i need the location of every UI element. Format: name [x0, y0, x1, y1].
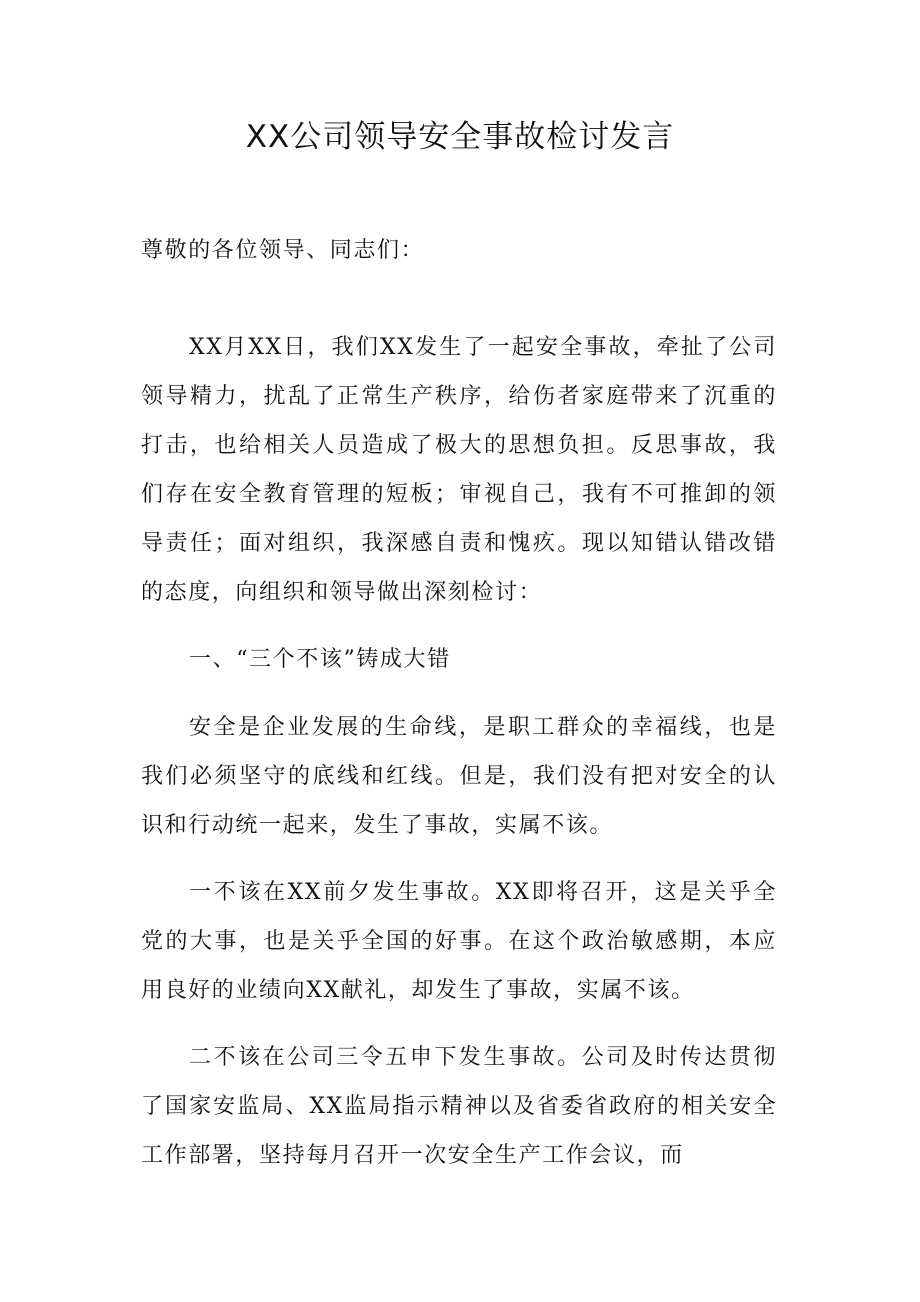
salutation: 尊敬的各位领导、同志们： — [141, 238, 425, 263]
paragraph-second-should-not: 二不该在公司三令五申下发生事故。公司及时传达贯彻了国家安监局、XX监局指示精神以及省委省政府的相关安全工作部署，坚持每月召开一次安全生产工作会议，而 — [141, 1045, 777, 1168]
paragraph-incident: XX月XX日，我们XX发生了一起安全事故，牵扯了公司领导精力，扰乱了正常生产秩序，给伤者家庭带来了沉重的打击，也给相关人员造成了极大的思想负担。反思事故，我们存在安全教育管理的短板；审视自己，我有不可推卸的领导责任；面对组织，我深感自责和愧疚。现以知错认错改错的态度，向组织和领导做出深刻检讨： — [141, 335, 777, 605]
document-title: XX公司领导安全事故检讨发言 — [245, 119, 675, 155]
section-heading-1: 一、“三个不该”铸成大错 — [189, 647, 451, 672]
paragraph-safety-lifeline: 安全是企业发展的生命线，是职工群众的幸福线，也是我们必须坚守的底线和红线。但是，我们没有把对安全的认识和行动统一起来，发生了事故，实属不该。 — [141, 715, 777, 838]
paragraph-first-should-not: 一不该在XX前夕发生事故。XX即将召开，这是关乎全党的大事，也是关乎全国的好事。在这个政治敏感期，本应用良好的业绩向XX献礼，却发生了事故，实属不该。 — [141, 880, 777, 1003]
